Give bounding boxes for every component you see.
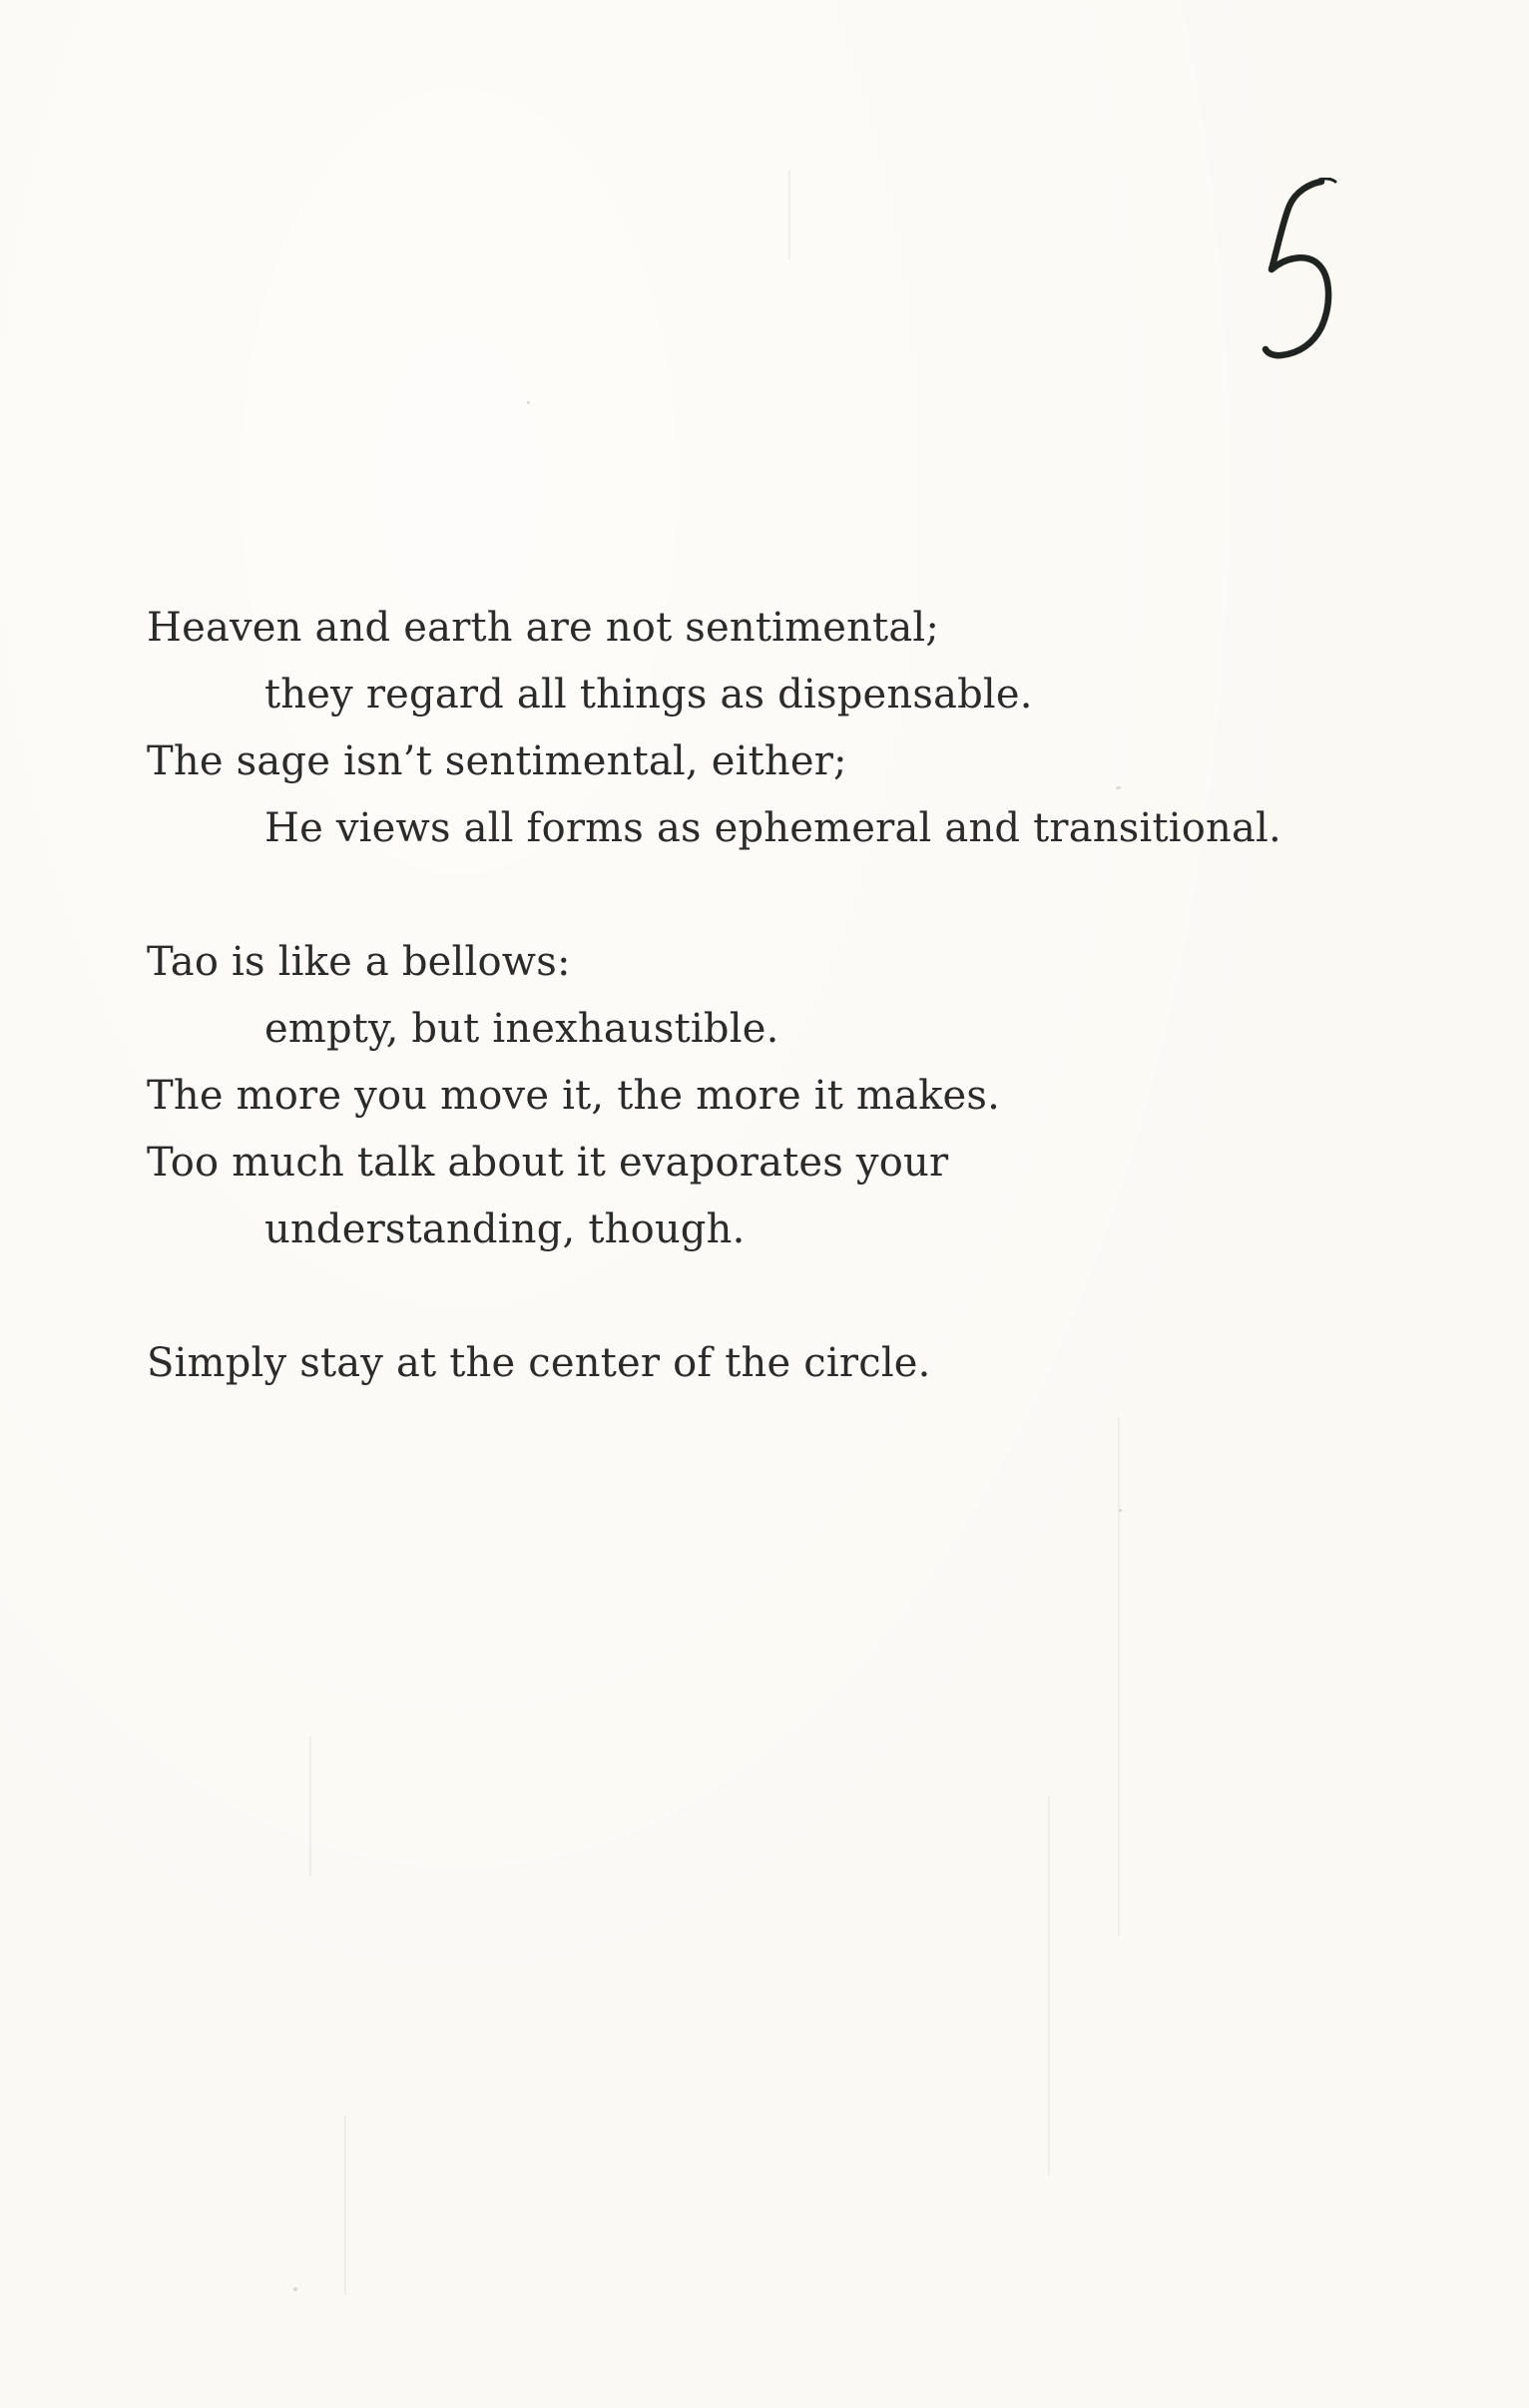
- poem-line: Tao is like a bellows:: [147, 939, 571, 985]
- paper-speck: [1119, 1509, 1122, 1512]
- paper-crease: [1048, 1796, 1050, 2175]
- paper-crease: [344, 2116, 346, 2295]
- paper-crease: [1118, 1417, 1120, 1936]
- poem-line: empty, but inexhaustible.: [264, 1006, 779, 1052]
- poem-line: Simply stay at the center of the circle.: [147, 1340, 931, 1386]
- poem-line: Heaven and earth are not sentimental;: [147, 605, 940, 651]
- paper-crease: [309, 1736, 311, 1876]
- paper-speck: [293, 2287, 297, 2291]
- poem-line: The more you move it, the more it makes.: [147, 1073, 1001, 1119]
- poem-line: The sage isn’t sentimental, either;: [147, 738, 847, 784]
- poem-line: understanding, though.: [264, 1206, 746, 1252]
- paper-speck: [527, 401, 530, 404]
- chapter-number: [1260, 178, 1349, 367]
- poem-line: He views all forms as ephemeral and transitional.: [264, 805, 1281, 851]
- poem-line: they regard all things as dispensable.: [264, 672, 1033, 718]
- chapter-number-5-glyph: [1260, 178, 1349, 367]
- stanza: [147, 595, 1444, 862]
- poem-line: Too much talk about it evaporates your: [147, 1140, 949, 1186]
- poem-body: [147, 595, 1444, 1397]
- paper-crease: [788, 170, 790, 259]
- stanza: [147, 1330, 1444, 1397]
- stanza: [147, 929, 1444, 1263]
